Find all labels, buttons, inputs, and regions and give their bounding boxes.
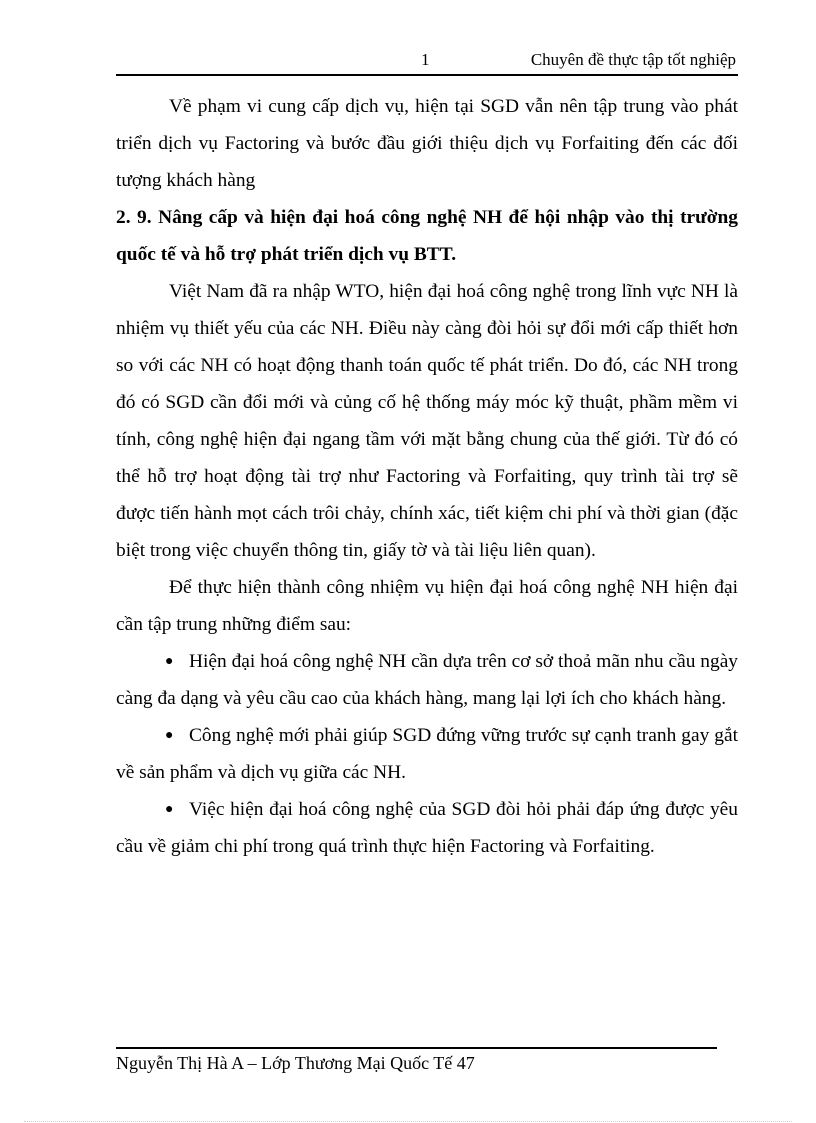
page-header: [116, 48, 738, 76]
footer-divider: [116, 1047, 717, 1049]
bullet-text: Công nghệ mới phải giúp SGD đứng vững trước sự cạnh tranh gay gắt về sản phẩm và dịch vụ giữa các NH.: [116, 725, 738, 783]
paragraph-focus-points: Để thực hiện thành công nhiệm vụ hiện đại hoá công nghệ NH hiện đại cần tập trung những điểm sau:: [116, 577, 738, 635]
page-content: [116, 88, 738, 865]
page-bottom-border: [24, 1121, 792, 1122]
paragraph-technology: Việt Nam đã ra nhập WTO, hiện đại hoá công nghệ trong lĩnh vực NH là nhiệm vụ thiết yếu của các NH. Điều này càng đòi hỏi sự đổi mới cấp thiết hơn so với các NH có hoạt động thanh toán quốc tế phát triển. Do đó, các NH trong đó có SGD cần đổi mới và củng cố hệ thống máy móc kỹ thuật, phầm mềm vi tính, công nghệ hiện đại ngang tầm với mặt bằng chung của thế giới. Từ đó có thể hỗ trợ hoạt động tài trợ như Factoring và Forfaiting, quy trình tài trợ sẽ được tiến hành mọt cách trôi chảy, chính xác, tiết kiệm chi phí và thời gian (đặc biệt trong việc chuyển thông tin, giấy tờ và tài liệu liên quan).: [116, 281, 738, 561]
document-title: Chuyên đề thực tập tốt nghiệp: [530, 50, 736, 69]
bullet-text: Việc hiện đại hoá công nghệ của SGD đòi hỏi phải đáp ứng được yêu cầu về giảm chi phí trong quá trình thực hiện Factoring và Forfaiting.: [116, 799, 738, 857]
page-number: 1: [421, 50, 430, 69]
bullet-dot-icon: ●: [165, 728, 174, 743]
bullet-dot-icon: ●: [165, 654, 174, 669]
bullet-item: [116, 791, 738, 865]
bullet-item: [116, 643, 738, 717]
section-heading: 2. 9. Nâng cấp và hiện đại hoá công nghệ NH để hội nhập vào thị trường quốc tế và hỗ trợ phát triển dịch vụ BTT.: [116, 207, 738, 265]
paragraph-service-scope: Về phạm vi cung cấp dịch vụ, hiện tại SGD vẫn nên tập trung vào phát triển dịch vụ Factoring và bước đầu giới thiệu dịch vụ Forfaiting đến các đối tượng khách hàng: [116, 96, 738, 191]
bullet-item: [116, 717, 738, 791]
page-footer: Nguyễn Thị Hà A – Lớp Thương Mại Quốc Tế 47: [116, 1053, 475, 1073]
bullet-dot-icon: ●: [165, 802, 174, 817]
bullet-text: Hiện đại hoá công nghệ NH cần dựa trên cơ sở thoả mãn nhu cầu ngày càng đa dạng và yêu cầu cao của khách hàng, mang lại lợi ích cho khách hàng.: [116, 651, 738, 709]
